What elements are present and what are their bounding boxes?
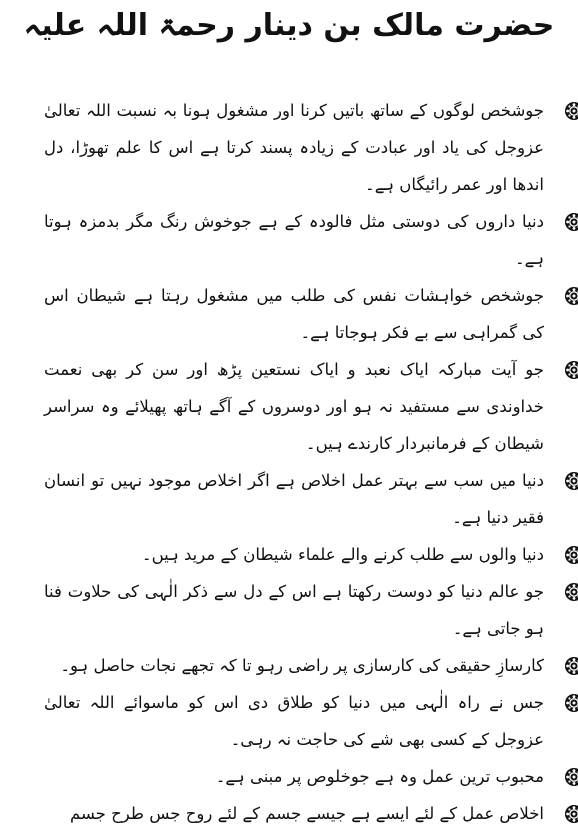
saying-item: [44, 92, 544, 203]
flower-bullet-icon: [564, 101, 578, 121]
saying-text: اخلاص عمل کے لئے ایسے ہے جیسے جسم کے لئے روح جس طرح جسم: [69, 804, 544, 823]
flower-bullet-icon: [564, 360, 578, 380]
saying-item: [44, 573, 544, 647]
saying-text: دنیا داروں کی دوستی مثل فالودہ کے ہے جوخوش رنگ مگر بدمزہ ہوتا ہے۔: [44, 212, 544, 268]
saying-item: [44, 684, 544, 758]
saying-text: جس نے راہ الٰہی میں دنیا کو طلاق دی اس کو ماسوائے اللہ تعالیٰ عزوجل کے کسی بھی شے کی حاجت نہ رہی۔: [44, 693, 544, 749]
flower-bullet-icon: [564, 767, 578, 787]
saying-item: [44, 795, 544, 832]
sayings-list: [44, 92, 544, 832]
saying-item: [44, 277, 544, 351]
saying-item: [44, 647, 544, 684]
saying-item: [44, 462, 544, 536]
saying-text: جوشخص خواہشات نفس کی طلب میں مشغول رہتا ہے شیطان اس کی گمراہی سے بے فکر ہوجاتا ہے۔: [44, 286, 544, 342]
saying-item: [44, 203, 544, 277]
saying-item: [44, 351, 544, 462]
flower-bullet-icon: [564, 656, 578, 676]
flower-bullet-icon: [564, 582, 578, 602]
flower-bullet-icon: [564, 286, 578, 306]
page-title: حضرت مالک بن دینار رحمۃ اللہ علیہ: [23, 8, 555, 43]
saying-text: محبوب ترین عمل وہ ہے جوخلوص پر مبنی ہے۔: [215, 767, 544, 786]
saying-text: جوشخص لوگوں کے ساتھ باتیں کرنا اور مشغول ہونا بہ نسبت اللہ تعالیٰ عزوجل کی یاد اور عبادت کے زیادہ پسند کرتا ہے اس کا علم تھوڑا، دل اندھا اور عمر رائیگاں ہے۔: [44, 101, 544, 194]
saying-item: [44, 758, 544, 795]
flower-bullet-icon: [564, 212, 578, 232]
flower-bullet-icon: [564, 471, 578, 491]
saying-item: [44, 536, 544, 573]
flower-bullet-icon: [564, 545, 578, 565]
saying-text: دنیا والوں سے طلب کرنے والے علماء شیطان کے مرید ہیں۔: [141, 545, 544, 564]
flower-bullet-icon: [564, 693, 578, 713]
saying-text: کارسازِ حقیقی کی کارسازی پر راضی رہو تا کہ تجھے نجات حاصل ہو۔: [60, 656, 544, 675]
saying-text: جو عالم دنیا کو دوست رکھتا ہے اس کے دل سے ذکر الٰہی کی حلاوت فنا ہو جاتی ہے۔: [44, 582, 544, 638]
saying-text: جو آیت مبارکہ ایاک نعبد و ایاک نستعین پڑھ اور سن کر بھی نعمت خداوندی سے مستفید نہ ہو اور دوسروں کے آگے ہاتھ پھیلائے وہ سراسر شیطان کے فرمانبردار کارندے ہیں۔: [44, 360, 544, 453]
saying-text: دنیا میں سب سے بہتر عمل اخلاص ہے اگر اخلاص موجود نہیں تو انسان فقیر دنیا ہے۔: [44, 471, 544, 527]
flower-bullet-icon: [564, 804, 578, 824]
